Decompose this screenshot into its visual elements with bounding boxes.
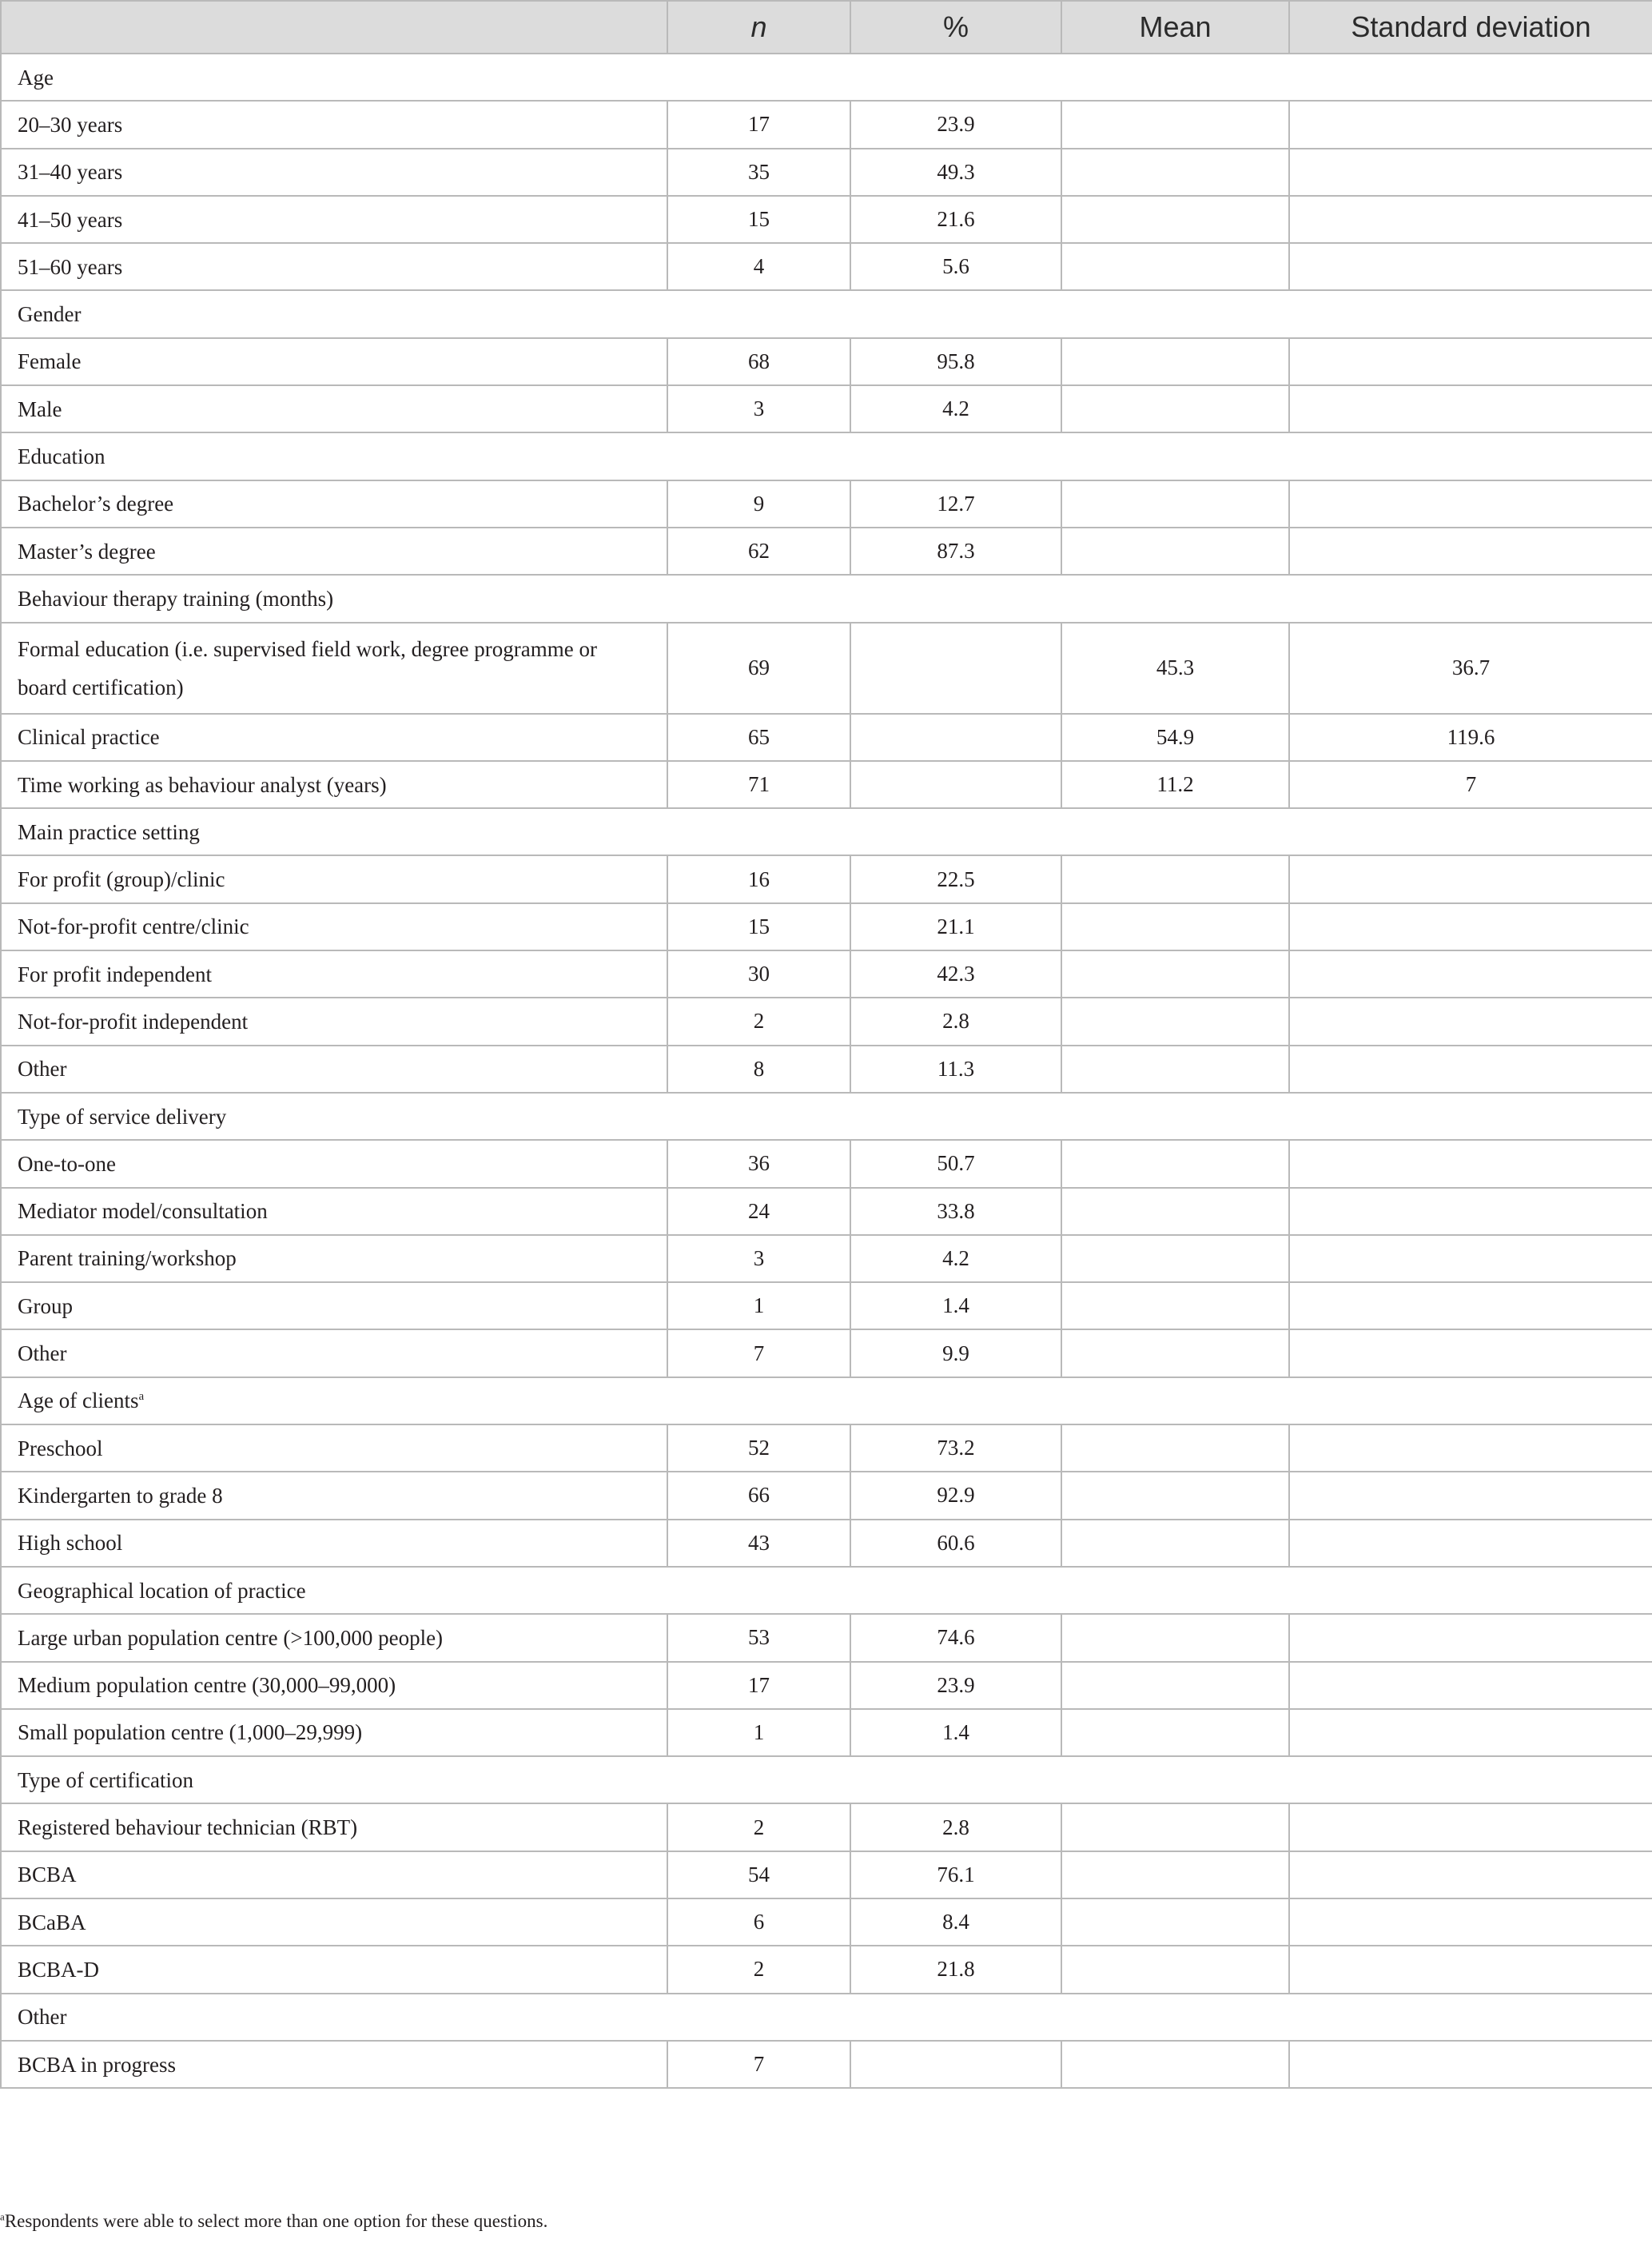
cell-standard-deviation <box>1289 1614 1652 1661</box>
section-row <box>1 1093 1652 1140</box>
cell-n: 9 <box>667 480 850 528</box>
table-header <box>1 1 1652 54</box>
cell-standard-deviation <box>1289 1046 1652 1093</box>
section-row <box>1 575 1652 622</box>
row-label: Other <box>1 1329 667 1376</box>
table-row <box>1 1898 1652 1946</box>
cell-standard-deviation <box>1289 1235 1652 1282</box>
table-row <box>1 903 1652 950</box>
cell-mean: 45.3 <box>1061 623 1289 714</box>
cell-n: 1 <box>667 1282 850 1329</box>
cell-n: 3 <box>667 385 850 432</box>
cell-percent: 21.1 <box>850 903 1061 950</box>
cell-percent: 60.6 <box>850 1520 1061 1567</box>
cell-percent: 73.2 <box>850 1424 1061 1472</box>
cell-standard-deviation: 7 <box>1289 761 1652 808</box>
table-row <box>1 385 1652 432</box>
section-label-text: Behaviour therapy training (months) <box>18 586 334 611</box>
cell-n: 1 <box>667 1709 850 1756</box>
footnote-reference-marker: a <box>138 1390 145 1404</box>
cell-n: 17 <box>667 101 850 148</box>
cell-mean <box>1061 196 1289 243</box>
cell-standard-deviation <box>1289 1282 1652 1329</box>
cell-mean <box>1061 1803 1289 1851</box>
header-mean: Mean <box>1061 1 1289 54</box>
row-label: Group <box>1 1282 667 1329</box>
row-label: BCBA-D <box>1 1946 667 1993</box>
cell-n: 68 <box>667 338 850 385</box>
cell-mean <box>1061 2041 1289 2088</box>
table-row <box>1 1235 1652 1282</box>
table-row <box>1 1614 1652 1661</box>
cell-standard-deviation <box>1289 855 1652 902</box>
cell-mean <box>1061 1424 1289 1472</box>
table-row <box>1 714 1652 761</box>
cell-mean: 11.2 <box>1061 761 1289 808</box>
cell-n: 8 <box>667 1046 850 1093</box>
section-row <box>1 54 1652 101</box>
table-row <box>1 1424 1652 1472</box>
cell-standard-deviation <box>1289 385 1652 432</box>
section-label <box>1 1756 1652 1803</box>
section-label <box>1 808 1652 855</box>
section-row <box>1 1377 1652 1424</box>
cell-percent <box>850 714 1061 761</box>
cell-percent: 1.4 <box>850 1282 1061 1329</box>
section-row <box>1 290 1652 337</box>
table-row <box>1 1046 1652 1093</box>
section-label-text: Main practice setting <box>18 819 200 844</box>
row-label: For profit (group)/clinic <box>1 855 667 902</box>
cell-standard-deviation <box>1289 2041 1652 2088</box>
cell-mean <box>1061 855 1289 902</box>
cell-n: 52 <box>667 1424 850 1472</box>
section-label-text: Other <box>18 2005 67 2030</box>
cell-standard-deviation <box>1289 998 1652 1045</box>
cell-percent: 87.3 <box>850 528 1061 575</box>
table-row <box>1 1803 1652 1851</box>
cell-percent: 33.8 <box>850 1188 1061 1235</box>
cell-standard-deviation <box>1289 1898 1652 1946</box>
cell-percent: 8.4 <box>850 1898 1061 1946</box>
cell-mean <box>1061 1851 1289 1898</box>
table-row <box>1 101 1652 148</box>
cell-standard-deviation <box>1289 1188 1652 1235</box>
row-label: Clinical practice <box>1 714 667 761</box>
cell-percent: 74.6 <box>850 1614 1061 1661</box>
row-label: Other <box>1 1046 667 1093</box>
section-row <box>1 432 1652 480</box>
cell-n: 24 <box>667 1188 850 1235</box>
cell-n: 2 <box>667 1803 850 1851</box>
header-label-column <box>1 1 667 54</box>
row-label: Mediator model/consultation <box>1 1188 667 1235</box>
table-footnote <box>0 2211 547 2232</box>
cell-mean <box>1061 338 1289 385</box>
cell-mean <box>1061 1140 1289 1187</box>
section-label-text: Type of service delivery <box>18 1104 227 1129</box>
header-n: n <box>667 1 850 54</box>
cell-n: 69 <box>667 623 850 714</box>
row-label: BCBA in progress <box>1 2041 667 2088</box>
table-row <box>1 2041 1652 2088</box>
row-label: 31–40 years <box>1 149 667 196</box>
table-row <box>1 1946 1652 1993</box>
cell-n: 2 <box>667 1946 850 1993</box>
cell-n: 65 <box>667 714 850 761</box>
cell-percent: 11.3 <box>850 1046 1061 1093</box>
table-row <box>1 149 1652 196</box>
cell-n: 15 <box>667 903 850 950</box>
cell-percent: 12.7 <box>850 480 1061 528</box>
row-label: Not-for-profit centre/clinic <box>1 903 667 950</box>
cell-percent: 42.3 <box>850 950 1061 998</box>
section-label-text: Age <box>18 65 54 90</box>
cell-percent: 21.6 <box>850 196 1061 243</box>
cell-standard-deviation <box>1289 1329 1652 1376</box>
cell-standard-deviation <box>1289 243 1652 290</box>
row-label: Registered behaviour technician (RBT) <box>1 1803 667 1851</box>
section-label-text: Geographical location of practice <box>18 1578 306 1603</box>
table-row <box>1 1140 1652 1187</box>
row-label: Time working as behaviour analyst (years) <box>1 761 667 808</box>
footnote-marker: a <box>0 2210 5 2223</box>
table-row <box>1 950 1652 998</box>
cell-n: 71 <box>667 761 850 808</box>
cell-percent: 4.2 <box>850 1235 1061 1282</box>
cell-percent: 49.3 <box>850 149 1061 196</box>
cell-n: 7 <box>667 1329 850 1376</box>
cell-n: 30 <box>667 950 850 998</box>
row-label: 41–50 years <box>1 196 667 243</box>
cell-standard-deviation <box>1289 1520 1652 1567</box>
row-label: Large urban population centre (>100,000 people) <box>1 1614 667 1661</box>
cell-percent <box>850 2041 1061 2088</box>
cell-percent: 23.9 <box>850 101 1061 148</box>
cell-n: 2 <box>667 998 850 1045</box>
cell-percent: 4.2 <box>850 385 1061 432</box>
cell-percent: 5.6 <box>850 243 1061 290</box>
cell-mean <box>1061 385 1289 432</box>
section-label-text: Education <box>18 444 105 469</box>
cell-mean: 54.9 <box>1061 714 1289 761</box>
footnote-text: Respondents were able to select more than one option for these questions. <box>4 2211 548 2231</box>
cell-mean <box>1061 1520 1289 1567</box>
row-label: 20–30 years <box>1 101 667 148</box>
cell-percent: 23.9 <box>850 1662 1061 1709</box>
cell-mean <box>1061 1188 1289 1235</box>
cell-mean <box>1061 149 1289 196</box>
table-row <box>1 1520 1652 1567</box>
row-label: BCBA <box>1 1851 667 1898</box>
cell-mean <box>1061 1282 1289 1329</box>
section-row <box>1 1567 1652 1614</box>
table-body <box>1 54 1652 2088</box>
section-label <box>1 575 1652 622</box>
cell-n: 66 <box>667 1472 850 1519</box>
cell-standard-deviation <box>1289 528 1652 575</box>
section-label <box>1 1994 1652 2041</box>
header-row <box>1 1 1652 54</box>
cell-mean <box>1061 998 1289 1045</box>
section-label <box>1 290 1652 337</box>
cell-mean <box>1061 1898 1289 1946</box>
row-label: BCaBA <box>1 1898 667 1946</box>
row-label: Female <box>1 338 667 385</box>
cell-standard-deviation <box>1289 950 1652 998</box>
cell-percent: 22.5 <box>850 855 1061 902</box>
section-label-text: Age of clients <box>18 1388 139 1413</box>
section-label-text: Type of certification <box>18 1767 194 1792</box>
section-label <box>1 432 1652 480</box>
cell-mean <box>1061 1235 1289 1282</box>
cell-mean <box>1061 480 1289 528</box>
cell-n: 36 <box>667 1140 850 1187</box>
table-row <box>1 528 1652 575</box>
table-row <box>1 1472 1652 1519</box>
cell-n: 15 <box>667 196 850 243</box>
cell-standard-deviation <box>1289 1662 1652 1709</box>
cell-mean <box>1061 1614 1289 1661</box>
cell-standard-deviation <box>1289 1946 1652 1993</box>
section-label-text: Gender <box>18 302 82 327</box>
cell-percent <box>850 761 1061 808</box>
cell-n: 6 <box>667 1898 850 1946</box>
cell-n: 17 <box>667 1662 850 1709</box>
cell-percent: 76.1 <box>850 1851 1061 1898</box>
cell-mean <box>1061 1472 1289 1519</box>
cell-standard-deviation <box>1289 101 1652 148</box>
row-label: 51–60 years <box>1 243 667 290</box>
cell-mean <box>1061 1946 1289 1993</box>
table-row <box>1 855 1652 902</box>
row-label: Male <box>1 385 667 432</box>
cell-standard-deviation: 36.7 <box>1289 623 1652 714</box>
cell-standard-deviation <box>1289 480 1652 528</box>
section-row <box>1 808 1652 855</box>
row-label: Preschool <box>1 1424 667 1472</box>
header-standard-deviation: Standard deviation <box>1289 1 1652 54</box>
cell-percent: 9.9 <box>850 1329 1061 1376</box>
row-label: Medium population centre (30,000–99,000) <box>1 1662 667 1709</box>
cell-percent: 50.7 <box>850 1140 1061 1187</box>
cell-standard-deviation <box>1289 1472 1652 1519</box>
cell-n: 16 <box>667 855 850 902</box>
section-label <box>1 1567 1652 1614</box>
cell-standard-deviation: 119.6 <box>1289 714 1652 761</box>
cell-mean <box>1061 1046 1289 1093</box>
table-row <box>1 243 1652 290</box>
table-row <box>1 1709 1652 1756</box>
cell-mean <box>1061 528 1289 575</box>
cell-standard-deviation <box>1289 1140 1652 1187</box>
row-label: Master’s degree <box>1 528 667 575</box>
table-row <box>1 1851 1652 1898</box>
table-row <box>1 1329 1652 1376</box>
cell-mean <box>1061 243 1289 290</box>
row-label: High school <box>1 1520 667 1567</box>
row-label: Kindergarten to grade 8 <box>1 1472 667 1519</box>
row-label: Parent training/workshop <box>1 1235 667 1282</box>
cell-percent: 21.8 <box>850 1946 1061 1993</box>
section-row <box>1 1994 1652 2041</box>
cell-standard-deviation <box>1289 1424 1652 1472</box>
cell-percent: 2.8 <box>850 1803 1061 1851</box>
row-label: Bachelor’s degree <box>1 480 667 528</box>
cell-n: 62 <box>667 528 850 575</box>
cell-n: 54 <box>667 1851 850 1898</box>
cell-standard-deviation <box>1289 196 1652 243</box>
table-row <box>1 761 1652 808</box>
cell-percent: 1.4 <box>850 1709 1061 1756</box>
cell-mean <box>1061 1329 1289 1376</box>
section-label <box>1 1093 1652 1140</box>
section-label <box>1 54 1652 101</box>
table-row <box>1 1662 1652 1709</box>
table-row <box>1 196 1652 243</box>
cell-n: 3 <box>667 1235 850 1282</box>
cell-standard-deviation <box>1289 338 1652 385</box>
cell-mean <box>1061 903 1289 950</box>
row-label: For profit independent <box>1 950 667 998</box>
cell-n: 53 <box>667 1614 850 1661</box>
cell-standard-deviation <box>1289 1709 1652 1756</box>
cell-percent: 95.8 <box>850 338 1061 385</box>
row-label: One-to-one <box>1 1140 667 1187</box>
cell-percent: 2.8 <box>850 998 1061 1045</box>
header-percent: % <box>850 1 1061 54</box>
cell-standard-deviation <box>1289 149 1652 196</box>
cell-mean <box>1061 950 1289 998</box>
row-label: Formal education (i.e. supervised field work, degree programme or board certification) <box>1 623 667 714</box>
cell-standard-deviation <box>1289 903 1652 950</box>
cell-n: 43 <box>667 1520 850 1567</box>
cell-n: 7 <box>667 2041 850 2088</box>
cell-standard-deviation <box>1289 1851 1652 1898</box>
table-row <box>1 998 1652 1045</box>
table-row <box>1 1282 1652 1329</box>
cell-mean <box>1061 1662 1289 1709</box>
cell-n: 35 <box>667 149 850 196</box>
cell-mean <box>1061 1709 1289 1756</box>
section-label <box>1 1377 1652 1424</box>
table-row <box>1 623 1652 714</box>
row-label: Not-for-profit independent <box>1 998 667 1045</box>
table-row <box>1 480 1652 528</box>
section-row <box>1 1756 1652 1803</box>
table-row <box>1 338 1652 385</box>
table-row <box>1 1188 1652 1235</box>
row-label: Small population centre (1,000–29,999) <box>1 1709 667 1756</box>
cell-percent: 92.9 <box>850 1472 1061 1519</box>
cell-standard-deviation <box>1289 1803 1652 1851</box>
cell-percent <box>850 623 1061 714</box>
cell-mean <box>1061 101 1289 148</box>
cell-n: 4 <box>667 243 850 290</box>
